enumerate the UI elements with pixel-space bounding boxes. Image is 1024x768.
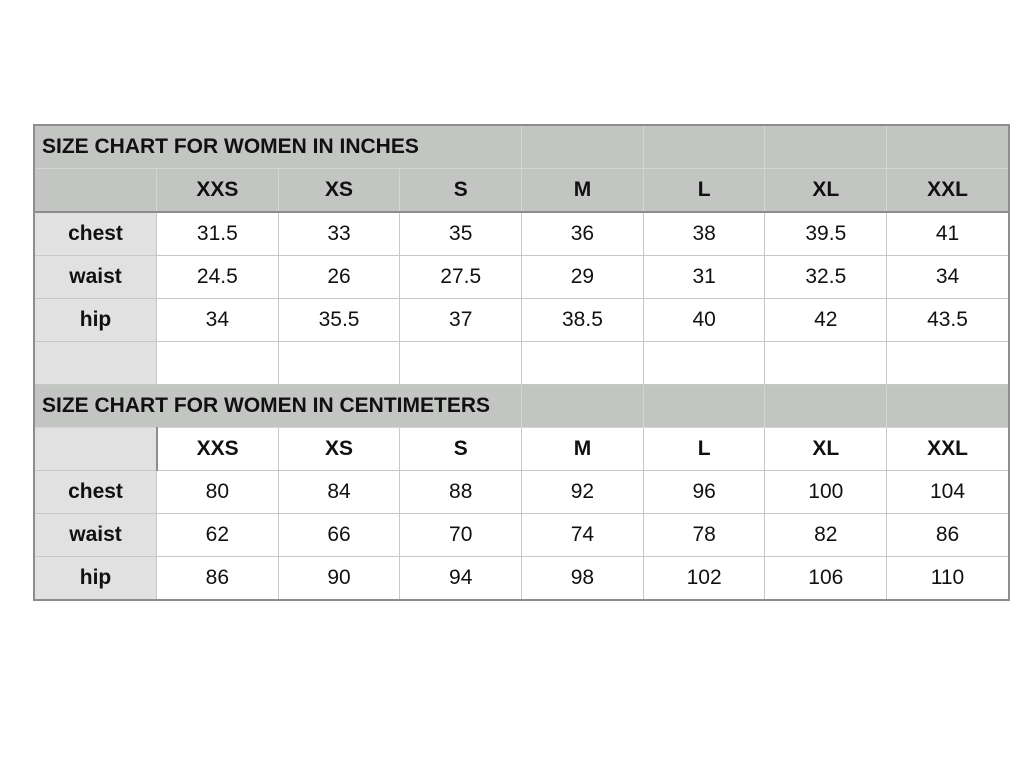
table-cell: 41 <box>887 212 1009 256</box>
inches-section-title: SIZE CHART FOR WOMEN IN INCHES <box>35 126 522 169</box>
row-label-hip: hip <box>35 299 157 342</box>
blank-row <box>35 342 1009 385</box>
size-header: XS <box>278 169 400 213</box>
table-row <box>35 514 1009 557</box>
size-header: XXS <box>157 169 279 213</box>
table-cell: 36 <box>522 212 644 256</box>
table-cell: 42 <box>765 299 887 342</box>
table-cell: 27.5 <box>400 256 522 299</box>
table-cell: 86 <box>157 557 279 600</box>
table-cell: 84 <box>278 471 400 514</box>
table-cell: 35.5 <box>278 299 400 342</box>
table-cell: 106 <box>765 557 887 600</box>
size-header: XL <box>765 169 887 213</box>
table-cell: 86 <box>887 514 1009 557</box>
size-header: M <box>522 169 644 213</box>
size-header: XS <box>278 428 400 471</box>
row-label-waist: waist <box>35 514 157 557</box>
size-header: S <box>400 428 522 471</box>
size-header: L <box>643 169 765 213</box>
size-header: S <box>400 169 522 213</box>
size-header: XL <box>765 428 887 471</box>
table-cell: 74 <box>522 514 644 557</box>
table-row <box>35 256 1009 299</box>
table-cell: 31 <box>643 256 765 299</box>
table-cell: 98 <box>522 557 644 600</box>
table-cell: 92 <box>522 471 644 514</box>
table-cell: 88 <box>400 471 522 514</box>
size-header: XXS <box>157 428 279 471</box>
centimeters-section-title: SIZE CHART FOR WOMEN IN CENTIMETERS <box>35 385 522 428</box>
inches-title-row <box>35 126 1009 169</box>
size-header: M <box>522 428 644 471</box>
table-cell: 82 <box>765 514 887 557</box>
blank-label-cell <box>35 342 157 385</box>
table-cell: 31.5 <box>157 212 279 256</box>
table-cell: 80 <box>157 471 279 514</box>
table-cell: 24.5 <box>157 256 279 299</box>
table-row <box>35 299 1009 342</box>
centimeters-title-row <box>35 385 1009 428</box>
size-header: L <box>643 428 765 471</box>
centimeters-size-header-row <box>35 428 1009 471</box>
inches-size-header-row <box>35 169 1009 213</box>
table-cell: 34 <box>157 299 279 342</box>
size-header: XXL <box>887 428 1009 471</box>
table-cell: 33 <box>278 212 400 256</box>
table-cell: 40 <box>643 299 765 342</box>
table-cell: 35 <box>400 212 522 256</box>
table-cell: 66 <box>278 514 400 557</box>
table-cell: 39.5 <box>765 212 887 256</box>
size-header: XXL <box>887 169 1009 213</box>
row-label-chest: chest <box>35 212 157 256</box>
table-cell: 29 <box>522 256 644 299</box>
table-cell: 62 <box>157 514 279 557</box>
table-cell: 43.5 <box>887 299 1009 342</box>
header-corner <box>35 428 157 471</box>
size-chart-table <box>34 125 1009 600</box>
row-label-waist: waist <box>35 256 157 299</box>
row-label-chest: chest <box>35 471 157 514</box>
table-cell: 110 <box>887 557 1009 600</box>
table-cell: 32.5 <box>765 256 887 299</box>
table-cell: 70 <box>400 514 522 557</box>
table-cell: 90 <box>278 557 400 600</box>
table-cell: 94 <box>400 557 522 600</box>
table-cell: 100 <box>765 471 887 514</box>
table-cell: 96 <box>643 471 765 514</box>
table-cell: 37 <box>400 299 522 342</box>
table-row <box>35 557 1009 600</box>
table-cell: 38.5 <box>522 299 644 342</box>
row-label-hip: hip <box>35 557 157 600</box>
header-corner <box>35 169 157 213</box>
table-cell: 104 <box>887 471 1009 514</box>
table-cell: 102 <box>643 557 765 600</box>
table-cell: 34 <box>887 256 1009 299</box>
table-cell: 78 <box>643 514 765 557</box>
table-cell: 26 <box>278 256 400 299</box>
table-row <box>35 471 1009 514</box>
table-cell: 38 <box>643 212 765 256</box>
table-row <box>35 212 1009 256</box>
